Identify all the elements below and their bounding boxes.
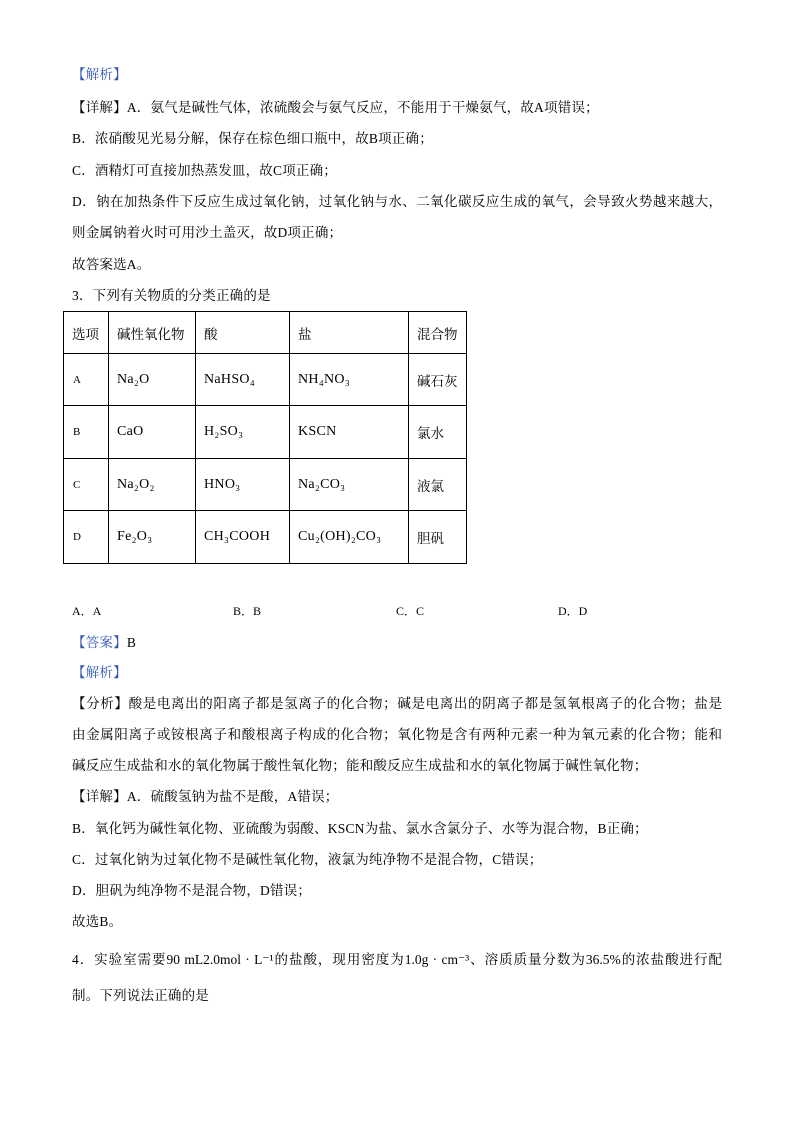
table-cell-mixture: 液氯	[409, 459, 467, 511]
q3-analysis-line-2: 由金属阳离子或铵根离子和酸根离子构成的化合物；氧化物是含有两种元素一种为氧元素的化合物；能和	[72, 727, 722, 742]
q2-detail-text-a: A．氨气是碱性气体，浓硫酸会与氨气反应，不能用于干燥氨气，故A项错误；	[126, 100, 599, 115]
table-header-row	[64, 312, 467, 354]
q3-options	[0, 601, 794, 621]
q3-analysis-text-1: 酸是电离出的阳离子都是氢离子的化合物；碱是电离出的阴离子都是氢氧根离子的化合物；盐是	[128, 696, 722, 711]
table-cell-salt: NH₄NO₃	[290, 354, 409, 406]
option-b: B．B	[233, 604, 262, 618]
header-mixture: 混合物	[409, 312, 467, 354]
q3-detail-line-c: C．过氧化钠为过氧化物不是碱性氧化物，液氯为纯净物不是混合物，C错误；	[72, 852, 543, 867]
table-cell-option: C	[64, 459, 109, 511]
header-option: 选项	[64, 312, 109, 354]
q2-detail-line-c: C．酒精灯可直接加热蒸发皿，故C项正确；	[72, 163, 338, 178]
q3-detail-line-b: B．氧化钙为碱性氧化物、亚硫酸为弱酸、KSCN为盐、氯水含氯分子、水等为混合物，B正确；	[72, 821, 648, 836]
table-cell-basic-oxide: Na₂O	[109, 354, 196, 406]
table-cell-basic-oxide: Fe₂O₃	[109, 511, 196, 564]
q3-analysis-heading	[72, 663, 722, 683]
q3-detail-text-a: A．硫酸氢钠为盐不是酸，A错误；	[126, 789, 339, 804]
q3-analysis-line-1	[72, 694, 722, 714]
q4-stem-line-1: 4．实验室需要90 mL2.0mol · L⁻¹的盐酸，现用密度为1.0g · cm⁻³、溶质质量分数为36.5%的浓盐酸进行配	[72, 952, 722, 967]
option-c: C．C	[396, 604, 425, 618]
q2-detail-line-d: D．钠在加热条件下反应生成过氧化钠，过氧化钠与水、二氧化碳反应生成的氧气，会导致火势越来越大，	[72, 194, 722, 209]
q3-classification-table	[63, 311, 467, 564]
table-cell-option: B	[64, 406, 109, 459]
q3-answer: B	[126, 635, 137, 650]
q3-detail-line-d: D．胆矾为纯净物不是混合物，D错误；	[72, 883, 312, 898]
header-acid: 酸	[196, 312, 290, 354]
analysis-label: 【解析】	[72, 665, 127, 680]
q3-detail-line-a	[72, 787, 722, 807]
table-row	[64, 459, 467, 511]
table-cell-mixture: 氯水	[409, 406, 467, 459]
table-row	[64, 511, 467, 564]
q3-answer-line	[72, 633, 722, 653]
table-cell-acid: HNO₃	[196, 459, 290, 511]
q3-stem: 3．下列有关物质的分类正确的是	[72, 288, 271, 303]
fenxi-label: 【分析】	[72, 696, 129, 711]
table-cell-basic-oxide: Na₂O₂	[109, 459, 196, 511]
header-basic-oxide: 碱性氧化物	[109, 312, 196, 354]
q2-detail-line-a	[72, 98, 722, 118]
detail-label: 【详解】	[72, 100, 127, 115]
table-cell-mixture: 胆矾	[409, 511, 467, 564]
table-cell-acid: H₂SO₃	[196, 406, 290, 459]
detail-label: 【详解】	[72, 789, 127, 804]
table-cell-mixture: 碱石灰	[409, 354, 467, 406]
header-salt: 盐	[290, 312, 409, 354]
q2-analysis-heading	[72, 65, 722, 85]
table-row	[64, 406, 467, 459]
q4-stem-line-2: 制。下列说法正确的是	[72, 988, 209, 1003]
analysis-label: 【解析】	[72, 67, 127, 82]
table-cell-basic-oxide: CaO	[109, 406, 196, 459]
option-a: A．A	[72, 604, 102, 618]
table-cell-salt: Na₂CO₃	[290, 459, 409, 511]
table-cell-salt: Cu₂(OH)₂CO₃	[290, 511, 409, 564]
table-row	[64, 354, 467, 406]
q2-detail-line-d-cont: 则金属钠着火时可用沙土盖灭，故D项正确；	[72, 225, 343, 240]
q3-analysis-line-3: 碱反应生成盐和水的氧化物属于酸性氧化物；能和酸反应生成盐和水的氧化物属于碱性氧化物；	[72, 758, 648, 773]
option-d: D．D	[558, 604, 588, 618]
table-cell-option: A	[64, 354, 109, 406]
table-cell-option: D	[64, 511, 109, 564]
answer-label: 【答案】	[72, 635, 127, 650]
table-cell-salt: KSCN	[290, 406, 409, 459]
q3-conclusion: 故选B。	[72, 914, 123, 929]
q2-detail-line-b: B．浓硝酸见光易分解，保存在棕色细口瓶中，故B项正确；	[72, 131, 433, 146]
table-cell-acid: CH₃COOH	[196, 511, 290, 564]
table-cell-acid: NaHSO₄	[196, 354, 290, 406]
q2-conclusion: 故答案选A。	[72, 257, 151, 272]
